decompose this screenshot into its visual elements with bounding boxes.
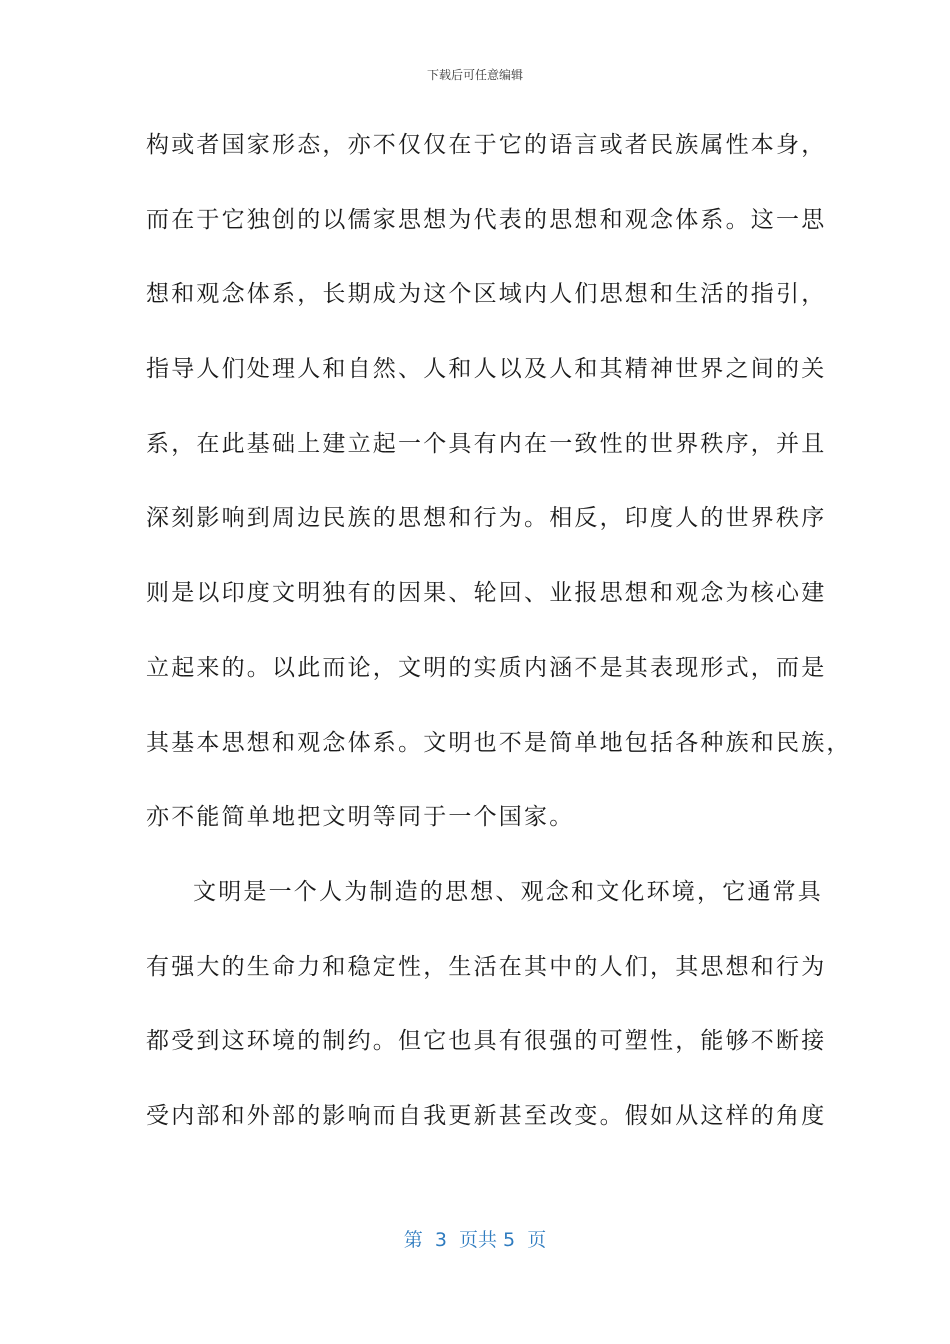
text-line: 亦不能简单地把文明等同于一个国家。 <box>146 804 575 831</box>
text-line: 都受到这环境的制约。但它也具有很强的可塑性，能够不断接 <box>146 1028 827 1055</box>
page-header-note: 下载后可任意编辑 <box>426 68 523 82</box>
text-line: 而在于它独创的以儒家思想为代表的思想和观念体系。这一思 <box>146 206 827 233</box>
document-body <box>146 120 852 1166</box>
text-line: 指导人们处理人和自然、人和人以及人和其精神世界之间的关 <box>146 356 827 383</box>
paragraph-start-line: 文明是一个人为制造的思想、观念和文化环境，它通常具 <box>193 878 823 905</box>
text-line: 构或者国家形态，亦不仅仅在于它的语言或者民族属性本身， <box>146 132 827 158</box>
text-line: 系，在此基础上建立起一个具有内在一致性的世界秩序，并且 <box>146 430 827 457</box>
text-line: 想和观念体系，长期成为这个区域内人们思想和生活的指引， <box>146 281 827 308</box>
text-line: 深刻影响到周边民族的思想和行为。相反，印度人的世界秩序 <box>146 505 827 532</box>
text-line: 则是以印度文明独有的因果、轮回、业报思想和观念为核心建 <box>146 580 827 607</box>
text-line: 立起来的。以此而论，文明的实质内涵不是其表现形式，而是 <box>146 654 827 681</box>
page-number-footer: 第 3 页共 5 页 <box>403 1229 547 1251</box>
text-line: 受内部和外部的影响而自我更新甚至改变。假如从这样的角度 <box>146 1102 827 1129</box>
text-line: 其基本思想和观念体系。文明也不是简单地包括各种族和民族， <box>146 729 852 756</box>
text-line: 有强大的生命力和稳定性，生活在其中的人们，其思想和行为 <box>146 953 827 980</box>
